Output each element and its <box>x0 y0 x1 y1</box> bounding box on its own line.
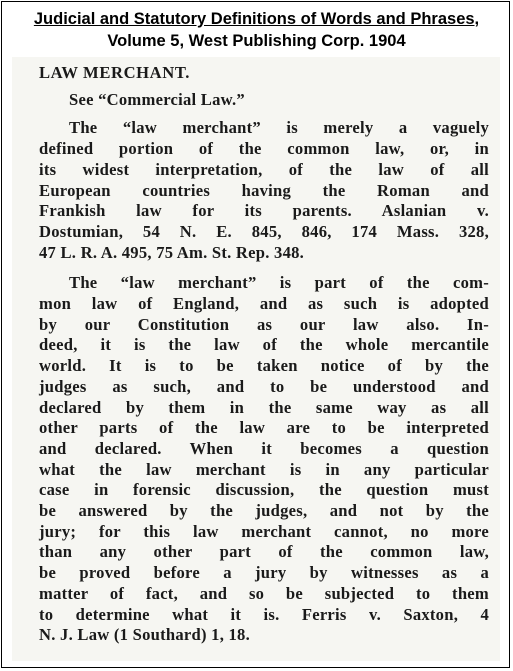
paragraph-line: case in forensic discussion, the question must <box>39 480 489 500</box>
document-header <box>2 8 511 52</box>
paragraph-line: mon law of England, and as such is adopted <box>39 294 489 314</box>
paragraph-line: than any other part of the common law, <box>39 542 489 562</box>
paragraph-line: matter of fact, and so be subjected to them <box>39 583 489 603</box>
paragraph-line: Dostumian, 54 N. E. 845, 846, 174 Mass. 328, <box>39 221 489 241</box>
paragraph-line: its widest interpretation, of the law of all <box>39 159 489 179</box>
paragraph-line: defined portion of the common law, or, in <box>39 139 489 159</box>
paragraph-line: world. It is to be taken notice of by the <box>39 356 489 376</box>
paragraph-line: The “law merchant” is part of the com- <box>69 273 489 293</box>
paragraph-line: what the law merchant is in any particular <box>39 459 489 479</box>
paragraph-line: to determine what it is. Ferris v. Saxton, 4 <box>39 604 489 624</box>
paragraph-2 <box>39 273 489 646</box>
paragraph-line: Frankish law for its parents. Aslanian v. <box>39 201 489 221</box>
paragraph-line: other parts of the law are to be interpreted <box>39 418 489 438</box>
paragraph-1 <box>39 118 489 263</box>
paragraph-line: jury; for this law merchant cannot, no more <box>39 521 489 541</box>
entry-heading: LAW MERCHANT. <box>39 63 191 82</box>
header-subtitle: Volume 5, West Publishing Corp. 1904 <box>107 32 406 50</box>
paragraph-line: and declared. When it becomes a question <box>39 438 489 458</box>
paragraph-line: declared by them in the same way as all <box>39 397 489 417</box>
paragraph-line: deed, it is the law of the whole mercantile <box>39 335 489 355</box>
header-title: Judicial and Statutory Definitions of Words and Phrases, <box>33 10 480 28</box>
see-also-reference: See “Commercial Law.” <box>69 89 245 109</box>
paragraph-line: 47 L. R. A. 495, 75 Am. St. Rep. 348. <box>39 242 305 262</box>
paragraph-line: by our Constitution as our law also. In- <box>39 314 489 334</box>
paragraph-line: be answered by the judges, and not by the <box>39 501 489 521</box>
paragraph-line: judges as such, and to be understood and <box>39 376 489 396</box>
paragraph-line: The “law merchant” is merely a vaguely <box>69 118 489 138</box>
paragraph-line: European countries having the Roman and <box>39 180 489 200</box>
entry-text <box>39 63 489 646</box>
paragraph-line: be proved before a jury by witnesses as a <box>39 563 489 583</box>
paragraph-line: N. J. Law (1 Southard) 1, 18. <box>39 625 251 645</box>
